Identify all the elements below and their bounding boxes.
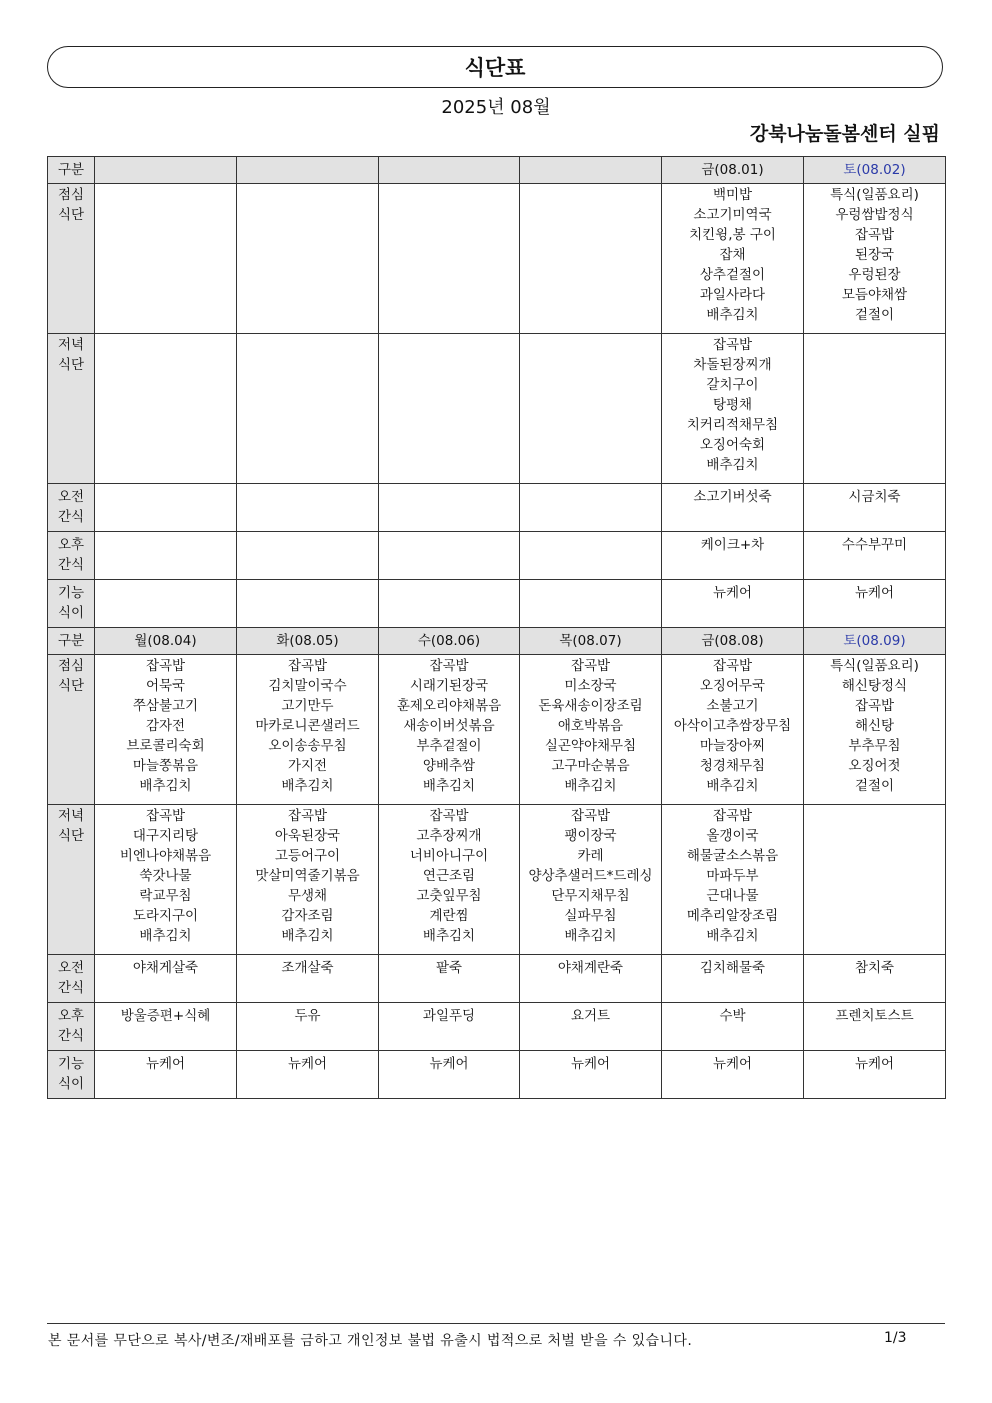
menu-cell xyxy=(379,532,520,580)
menu-item: 치커리적채무침 xyxy=(686,417,779,433)
menu-item: 아욱된장국 xyxy=(274,828,341,844)
day-header-row xyxy=(48,157,946,184)
menu-item: 너비아니구이 xyxy=(409,848,489,864)
menu-cell xyxy=(237,334,379,484)
menu-item: 갈치구이 xyxy=(706,377,759,393)
menu-cell xyxy=(520,532,662,580)
menu-item: 배추김치 xyxy=(564,928,617,944)
menu-item: 잡곡밥 xyxy=(854,698,895,714)
menu-cell xyxy=(662,805,804,955)
menu-item: 소고기미역국 xyxy=(693,207,772,223)
menu-item: 오이송송무침 xyxy=(268,738,347,754)
day-date xyxy=(379,157,520,184)
menu-item: 실파무침 xyxy=(564,908,617,924)
menu-cell: 수박 xyxy=(662,1003,804,1051)
period-label: 2025년 08월 xyxy=(441,97,551,118)
menu-item: 브로콜리숙회 xyxy=(126,738,205,754)
menu-item: 양배추쌈 xyxy=(422,758,476,774)
am-snack-row xyxy=(48,955,946,1003)
menu-cell: 뉴케어 xyxy=(662,1051,804,1099)
menu-item: 과일사라다 xyxy=(699,287,766,303)
menu-item: 배추김치 xyxy=(422,778,476,794)
menu-item: 가지전 xyxy=(287,758,328,774)
menu-item: 배추김치 xyxy=(706,928,759,944)
menu-item: 잡곡밥 xyxy=(712,808,753,824)
pm-snack-row xyxy=(48,532,946,580)
menu-item: 특식(일품요리) xyxy=(830,658,919,674)
menu-item: 대구지리탕 xyxy=(132,828,199,844)
menu-item: 잡곡밥 xyxy=(145,808,186,824)
menu-item: 잡곡밥 xyxy=(712,337,753,353)
menu-cell xyxy=(662,184,804,334)
menu-item: 감자조림 xyxy=(281,908,334,924)
menu-item: 배추김치 xyxy=(564,778,617,794)
menu-item: 백미밥 xyxy=(712,187,753,203)
menu-cell: 요거트 xyxy=(520,1003,662,1051)
footer-notice: 본 문서를 무단으로 복사/변조/재배포를 금하고 개인정보 불법 유출시 법적으로 처벌 받을 수 있습니다. xyxy=(48,1333,693,1349)
menu-item: 배추김치 xyxy=(139,928,192,944)
menu-item: 쭈삼불고기 xyxy=(132,698,199,714)
menu-item: 락교무침 xyxy=(139,888,192,904)
menu-cell xyxy=(379,655,520,805)
menu-item: 어묵국 xyxy=(145,678,186,694)
page-title xyxy=(47,46,943,88)
menu-item: 아삭이고추쌈장무침 xyxy=(673,718,792,734)
menu-item: 잡곡밥 xyxy=(570,808,611,824)
menu-cell xyxy=(520,580,662,628)
day-date: 금(08.08) xyxy=(662,628,804,655)
row-label-pm-snack: 오후 간식 xyxy=(48,532,95,580)
lunch-row xyxy=(48,184,946,334)
menu-cell xyxy=(237,532,379,580)
menu-cell xyxy=(379,334,520,484)
menu-cell: 뉴케어 xyxy=(95,1051,237,1099)
day-date: 금(08.01) xyxy=(662,157,804,184)
row-label-func: 기능 식이 xyxy=(48,580,95,628)
menu-item: 잡곡밥 xyxy=(712,658,753,674)
menu-item: 배추김치 xyxy=(422,928,476,944)
page-number: 1/3 xyxy=(884,1330,907,1346)
menu-item: 배추김치 xyxy=(706,457,759,473)
menu-cell xyxy=(520,484,662,532)
menu-item: 소불고기 xyxy=(706,698,759,714)
menu-cell xyxy=(95,580,237,628)
menu-item: 시래기된장국 xyxy=(409,678,489,694)
menu-item: 근대나물 xyxy=(706,888,759,904)
menu-cell: 뉴케어 xyxy=(662,580,804,628)
menu-item: 미소장국 xyxy=(564,678,617,694)
menu-cell: 야채게살죽 xyxy=(95,955,237,1003)
menu-item: 비엔나야채볶음 xyxy=(119,848,212,864)
menu-item: 단무지채무침 xyxy=(551,888,630,904)
menu-item: 카레 xyxy=(577,848,604,864)
menu-item: 부추겉절이 xyxy=(416,738,482,754)
menu-item: 해물굴소스볶음 xyxy=(686,848,779,864)
row-label-dinner: 저녁 식단 xyxy=(48,334,95,484)
menu-cell: 두유 xyxy=(237,1003,379,1051)
menu-item: 연근조림 xyxy=(422,868,476,884)
menu-item: 애호박볶음 xyxy=(557,718,624,734)
menu-item: 모듬야채쌈 xyxy=(841,287,908,303)
row-label-func: 기능 식이 xyxy=(48,1051,95,1099)
menu-cell: 케이크+차 xyxy=(662,532,804,580)
pm-snack-row xyxy=(48,1003,946,1051)
day-date xyxy=(237,157,379,184)
row-label-lunch: 점심 식단 xyxy=(48,655,95,805)
row-label-pm-snack: 오후 간식 xyxy=(48,1003,95,1051)
menu-cell: 참치죽 xyxy=(804,955,946,1003)
day-date: 토(08.09) xyxy=(804,628,946,655)
dinner-row xyxy=(48,805,946,955)
menu-cell xyxy=(237,805,379,955)
menu-item: 도라지구이 xyxy=(132,908,199,924)
menu-cell: 방울증편+식혜 xyxy=(95,1003,237,1051)
menu-item: 마늘장아찌 xyxy=(699,738,766,754)
menu-cell: 야채계란죽 xyxy=(520,955,662,1003)
menu-item: 차돌된장찌개 xyxy=(693,357,772,373)
menu-cell xyxy=(520,655,662,805)
menu-item: 돈육새송이장조림 xyxy=(538,698,643,714)
menu-item: 마카로니콘샐러드 xyxy=(255,718,360,734)
menu-cell: 뉴케어 xyxy=(804,1051,946,1099)
menu-cell xyxy=(379,805,520,955)
menu-cell xyxy=(662,655,804,805)
menu-cell xyxy=(379,184,520,334)
row-label-day: 구분 xyxy=(48,628,95,655)
center-name: 강북나눔돌봄센터 실핌 xyxy=(749,123,940,145)
menu-cell: 뉴케어 xyxy=(379,1051,520,1099)
menu-cell: 뉴케어 xyxy=(804,580,946,628)
day-date: 목(08.07) xyxy=(520,628,662,655)
day-date xyxy=(520,157,662,184)
menu-cell xyxy=(804,334,946,484)
menu-item: 마파두부 xyxy=(706,868,759,884)
menu-item: 새송이버섯볶음 xyxy=(403,718,495,734)
menu-item: 부추무침 xyxy=(848,738,901,754)
menu-cell: 소고기버섯죽 xyxy=(662,484,804,532)
menu-cell xyxy=(95,805,237,955)
menu-item: 맛살미역줄기볶음 xyxy=(255,868,360,884)
menu-cell xyxy=(379,580,520,628)
menu-item: 감자전 xyxy=(145,718,186,734)
menu-item: 고추장찌개 xyxy=(416,828,482,844)
menu-item: 오징어젓 xyxy=(848,758,901,774)
menu-cell: 팥죽 xyxy=(379,955,520,1003)
menu-item: 올갱이국 xyxy=(706,828,759,844)
menu-item: 팽이장국 xyxy=(564,828,617,844)
menu-item: 배추김치 xyxy=(281,928,334,944)
row-label-day: 구분 xyxy=(48,157,95,184)
menu-cell: 시금치죽 xyxy=(804,484,946,532)
menu-cell xyxy=(95,184,237,334)
menu-cell xyxy=(804,655,946,805)
menu-item: 잡곡밥 xyxy=(287,808,328,824)
menu-item: 김치말이국수 xyxy=(268,678,347,694)
menu-item: 오징어숙회 xyxy=(699,437,766,453)
row-label-dinner: 저녁 식단 xyxy=(48,805,95,955)
menu-item: 실곤약야채무침 xyxy=(544,738,637,754)
menu-item: 배추김치 xyxy=(706,778,759,794)
menu-cell xyxy=(237,184,379,334)
menu-item: 겉절이 xyxy=(854,778,895,794)
menu-item: 특식(일품요리) xyxy=(830,187,919,203)
menu-item: 양상추샐러드*드레싱 xyxy=(528,868,653,884)
menu-item: 해신탕 xyxy=(854,718,895,734)
menu-item: 배추김치 xyxy=(281,778,334,794)
func-food-row xyxy=(48,1051,946,1099)
title-text: 식단표 xyxy=(464,56,526,80)
menu-item: 고등어구이 xyxy=(274,848,341,864)
menu-item: 마늘쫑볶음 xyxy=(132,758,199,774)
menu-item: 된장국 xyxy=(854,247,895,263)
menu-cell xyxy=(804,184,946,334)
lunch-row xyxy=(48,655,946,805)
menu-item: 쑥갓나물 xyxy=(139,868,192,884)
menu-item: 잡곡밥 xyxy=(145,658,186,674)
menu-cell xyxy=(520,805,662,955)
menu-item: 잡채 xyxy=(719,247,746,263)
menu-table xyxy=(47,156,946,1099)
menu-item: 치킨윙,봉 구이 xyxy=(689,227,776,243)
row-label-lunch: 점심 식단 xyxy=(48,184,95,334)
menu-cell xyxy=(237,484,379,532)
menu-item: 배추김치 xyxy=(706,307,759,323)
menu-item: 우렁쌈밥정식 xyxy=(835,207,914,223)
menu-item: 탕평채 xyxy=(712,397,753,413)
menu-item: 상추겉절이 xyxy=(699,267,766,283)
menu-item: 겉절이 xyxy=(854,307,895,323)
row-label-am-snack: 오전 간식 xyxy=(48,955,95,1003)
menu-cell: 과일푸딩 xyxy=(379,1003,520,1051)
menu-item: 훈제오리야채볶음 xyxy=(396,698,502,714)
menu-cell: 뉴케어 xyxy=(520,1051,662,1099)
menu-item: 해신탕정식 xyxy=(841,678,908,694)
menu-item: 오징어무국 xyxy=(699,678,766,694)
menu-cell xyxy=(95,484,237,532)
menu-cell xyxy=(237,580,379,628)
day-date: 월(08.04) xyxy=(95,628,237,655)
menu-item: 우렁된장 xyxy=(848,267,901,283)
menu-cell xyxy=(237,655,379,805)
menu-cell xyxy=(379,484,520,532)
menu-cell: 조개살죽 xyxy=(237,955,379,1003)
day-date: 화(08.05) xyxy=(237,628,379,655)
menu-cell: 김치해물죽 xyxy=(662,955,804,1003)
menu-item: 무생채 xyxy=(287,888,328,904)
row-label-am-snack: 오전 간식 xyxy=(48,484,95,532)
menu-cell xyxy=(804,805,946,955)
menu-item: 고기만두 xyxy=(281,698,334,714)
menu-item: 잡곡밥 xyxy=(570,658,611,674)
menu-cell xyxy=(520,334,662,484)
am-snack-row xyxy=(48,484,946,532)
day-date: 수(08.06) xyxy=(379,628,520,655)
menu-item: 배추김치 xyxy=(139,778,192,794)
footer-divider xyxy=(47,1323,945,1324)
menu-cell xyxy=(662,334,804,484)
menu-item: 청경채무침 xyxy=(699,758,766,774)
menu-item: 메추리알장조림 xyxy=(686,908,779,924)
dinner-row xyxy=(48,334,946,484)
menu-cell xyxy=(95,334,237,484)
menu-cell: 뉴케어 xyxy=(237,1051,379,1099)
menu-item: 고춧잎무침 xyxy=(416,888,482,904)
menu-item: 잡곡밥 xyxy=(429,658,469,674)
menu-cell: 프렌치토스트 xyxy=(804,1003,946,1051)
menu-cell xyxy=(95,532,237,580)
func-food-row xyxy=(48,580,946,628)
menu-item: 잡곡밥 xyxy=(854,227,895,243)
day-date xyxy=(95,157,237,184)
menu-item: 고구마순볶음 xyxy=(551,758,630,774)
menu-item: 잡곡밥 xyxy=(429,808,469,824)
menu-item: 잡곡밥 xyxy=(287,658,328,674)
menu-cell: 수수부꾸미 xyxy=(804,532,946,580)
menu-cell xyxy=(520,184,662,334)
day-header-row xyxy=(48,628,946,655)
menu-item: 계란찜 xyxy=(429,908,469,924)
menu-cell xyxy=(95,655,237,805)
day-date: 토(08.02) xyxy=(804,157,946,184)
